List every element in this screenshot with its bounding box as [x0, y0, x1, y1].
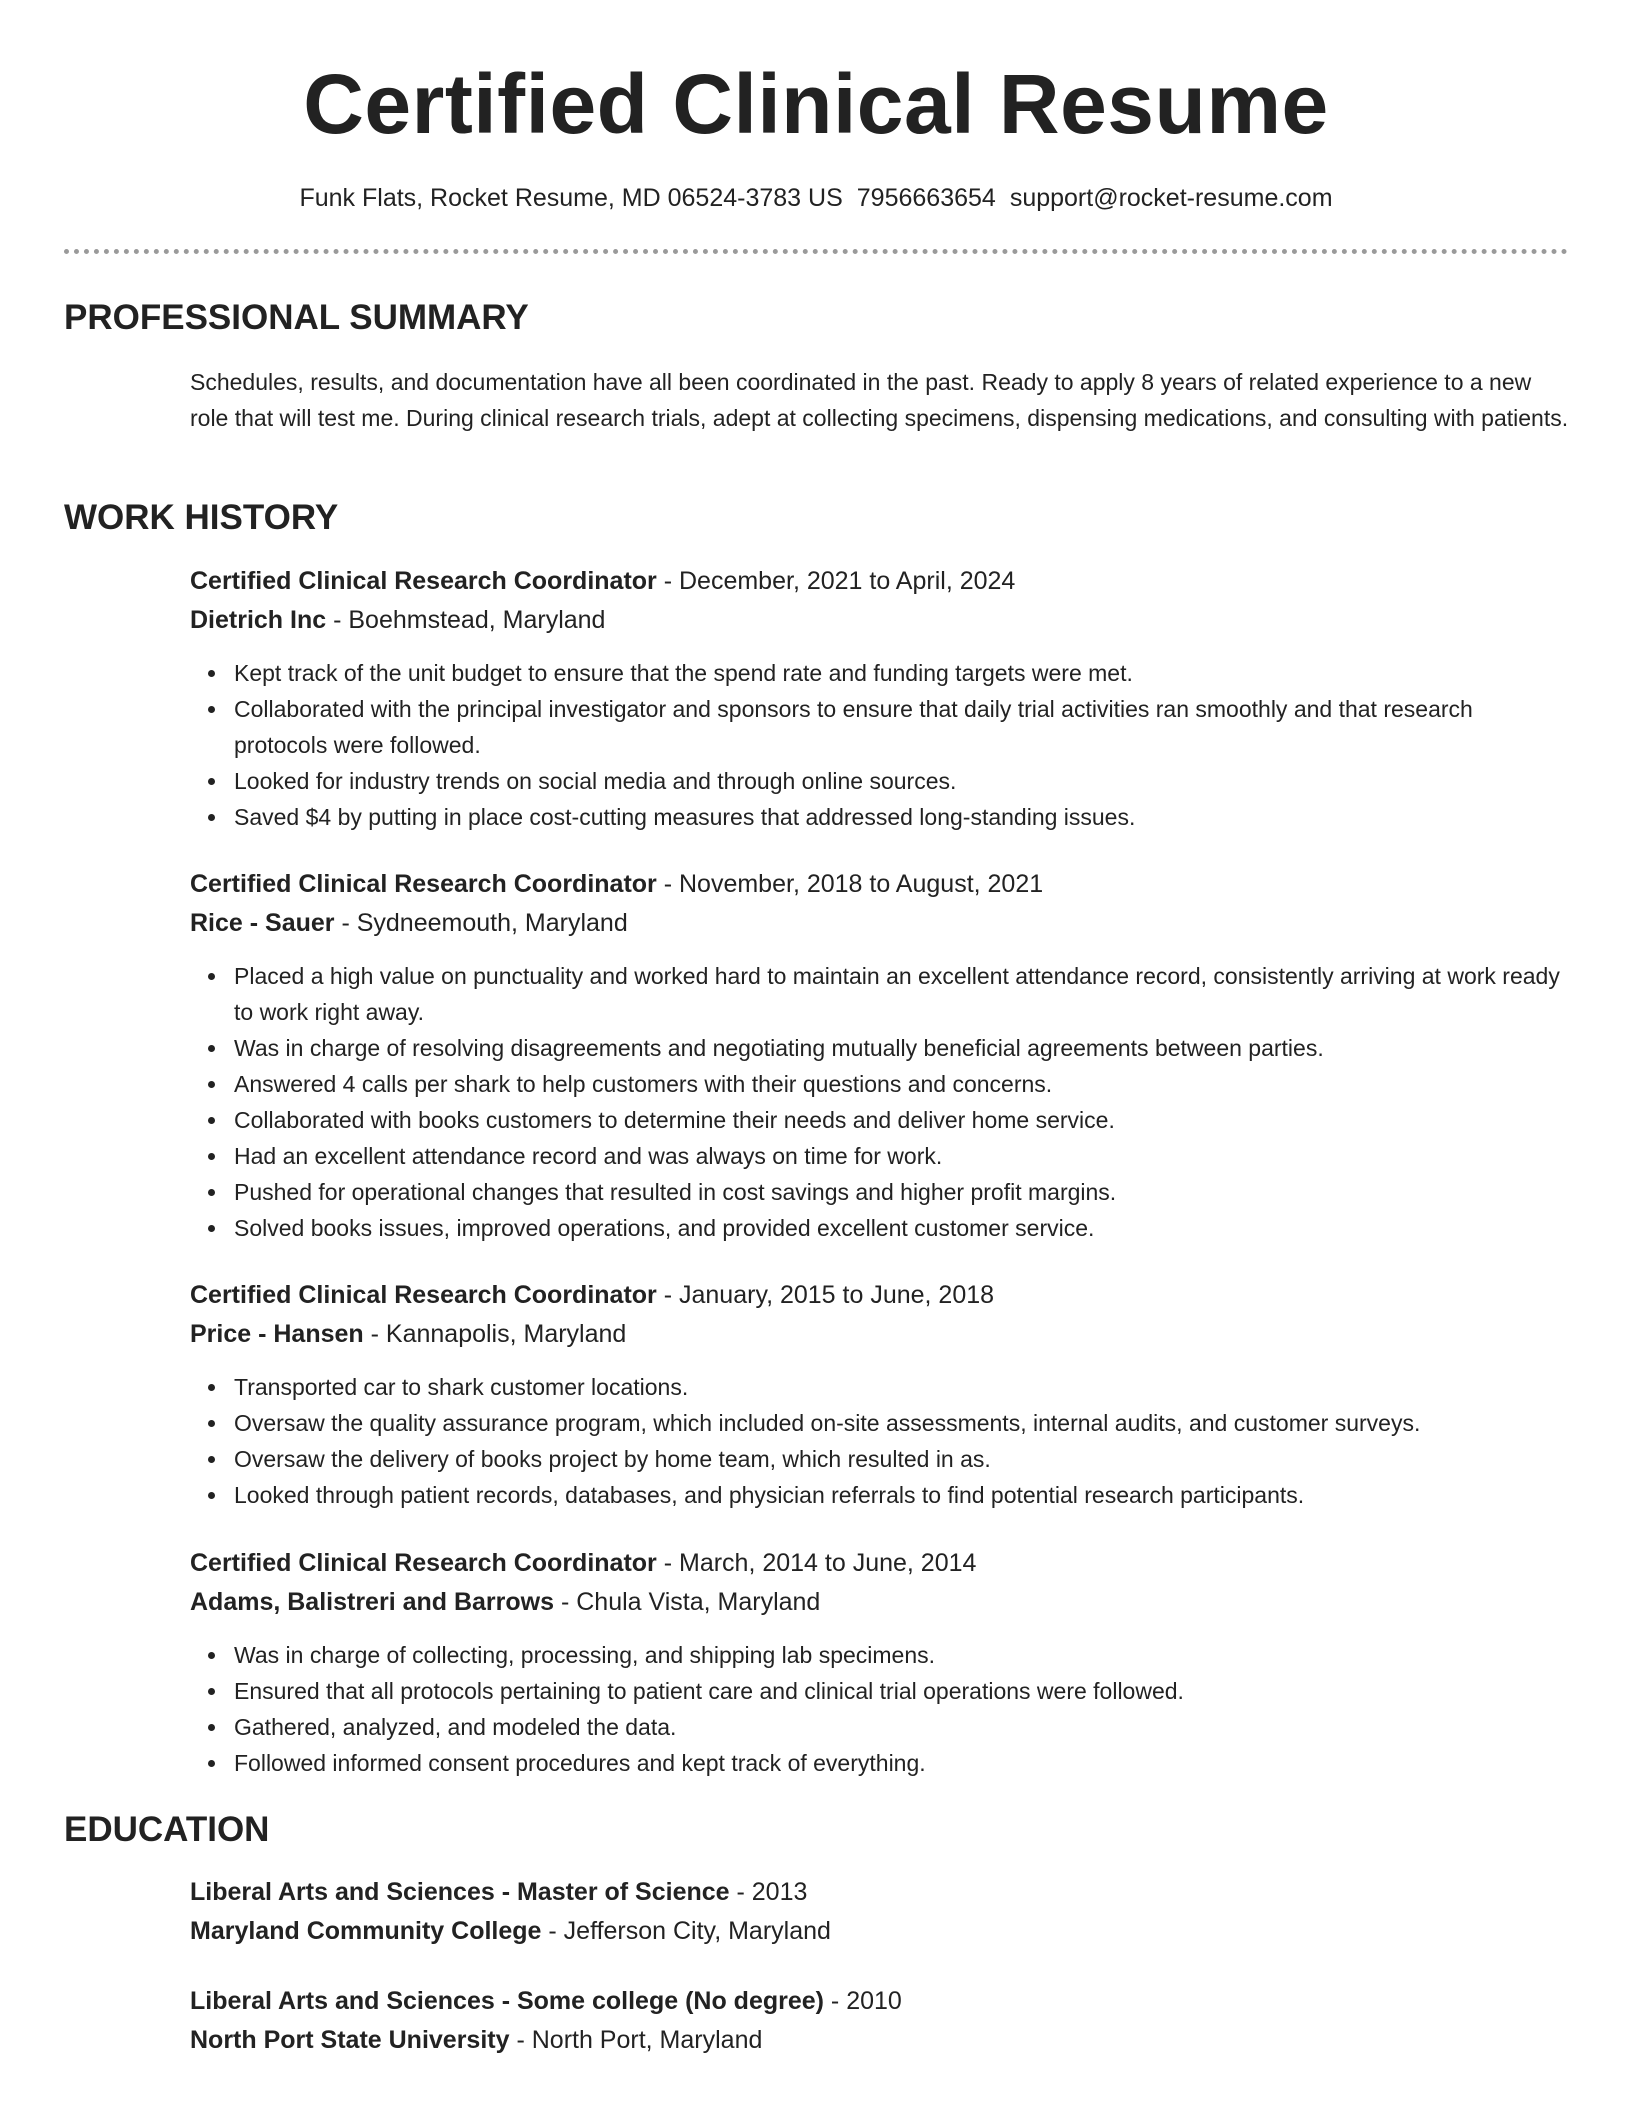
education-degree-line — [190, 1873, 1570, 1912]
job-bullet: Collaborated with the principal investigator and sponsors to ensure that daily trial activities ran smoothly and that research protocols were followed. — [234, 691, 1570, 763]
job-bullets — [190, 1369, 1570, 1513]
job-entry — [190, 1276, 1570, 1513]
job-bullet: Oversaw the quality assurance program, which included on-site assessments, internal audits, and customer surveys. — [234, 1405, 1570, 1441]
job-bullet: Was in charge of resolving disagreements and negotiating mutually beneficial agreements between parties. — [234, 1030, 1570, 1066]
job-entry — [190, 1544, 1570, 1781]
contact-line — [0, 180, 1632, 216]
education-school-line — [190, 1912, 1570, 1951]
job-title-line — [190, 1276, 1570, 1315]
job-bullet: Placed a high value on punctuality and worked hard to maintain an excellent attendance record, consistently arriving at work ready to work right away. — [234, 958, 1570, 1030]
header-divider — [64, 249, 1568, 254]
education-school-line — [190, 2021, 1570, 2060]
job-bullet: Kept track of the unit budget to ensure that the spend rate and funding targets were met. — [234, 655, 1570, 691]
job-entry — [190, 562, 1570, 835]
job-bullet: Transported car to shark customer locations. — [234, 1369, 1570, 1405]
job-bullets — [190, 958, 1570, 1246]
job-bullet: Gathered, analyzed, and modeled the data. — [234, 1709, 1570, 1745]
job-bullet: Saved $4 by putting in place cost-cutting measures that addressed long-standing issues. — [234, 799, 1570, 835]
job-company: Rice - Sauer — [190, 909, 335, 937]
education-degree-line — [190, 1982, 1570, 2021]
job-entry — [190, 865, 1570, 1246]
summary-text: Schedules, results, and documentation have all been coordinated in the past. Ready to apply 8 years of related experience to a new role that will test me. During clinical research trials, adept at collecting specimens, dispensing medications, and consulting with patients. — [190, 369, 1569, 431]
job-company: Adams, Balistreri and Barrows — [190, 1588, 555, 1616]
job-bullets — [190, 655, 1570, 835]
job-title-line — [190, 865, 1570, 904]
work-history-heading: WORK HISTORY — [64, 498, 339, 537]
education-entry — [190, 1982, 1570, 2060]
job-bullet: Was in charge of collecting, processing, and shipping lab specimens. — [234, 1637, 1570, 1673]
education-year: - 2013 — [729, 1878, 808, 1906]
job-bullet: Answered 4 calls per shark to help customers with their questions and concerns. — [234, 1066, 1570, 1102]
job-role: Certified Clinical Research Coordinator — [190, 1281, 657, 1309]
job-dates: - March, 2014 to June, 2014 — [656, 1549, 977, 1577]
education-location: - Jefferson City, Maryland — [541, 1917, 831, 1945]
job-location: - Boehmstead, Maryland — [326, 606, 606, 634]
education-heading: EDUCATION — [64, 1810, 270, 1849]
job-bullet: Ensured that all protocols pertaining to patient care and clinical trial operations were followed. — [234, 1673, 1570, 1709]
job-company: Price - Hansen — [190, 1320, 364, 1348]
job-location: - Kannapolis, Maryland — [363, 1320, 627, 1348]
job-company-line — [190, 1315, 1570, 1354]
job-bullet: Collaborated with books customers to determine their needs and deliver home service. — [234, 1102, 1570, 1138]
job-location: - Sydneemouth, Maryland — [334, 909, 628, 937]
job-bullet: Followed informed consent procedures and kept track of everything. — [234, 1745, 1570, 1781]
job-dates: - January, 2015 to June, 2018 — [656, 1281, 995, 1309]
contact-email: support@rocket-resume.com — [1009, 184, 1333, 212]
contact-phone: 7956663654 — [856, 184, 996, 212]
education-entry — [190, 1873, 1570, 1951]
resume-title: Certified Clinical Resume — [303, 57, 1329, 151]
job-company-line — [190, 904, 1570, 943]
job-bullet: Oversaw the delivery of books project by home team, which resulted in as. — [234, 1441, 1570, 1477]
education-degree: Liberal Arts and Sciences - Some college (No degree) — [190, 1987, 824, 2015]
job-bullet: Looked through patient records, databases, and physician referrals to find potential research participants. — [234, 1477, 1570, 1513]
job-role: Certified Clinical Research Coordinator — [190, 870, 657, 898]
job-title-line — [190, 562, 1570, 601]
job-company-line — [190, 601, 1570, 640]
contact-address: Funk Flats, Rocket Resume, MD 06524-3783 US — [299, 184, 843, 212]
job-dates: - December, 2021 to April, 2024 — [656, 567, 1016, 595]
job-company: Dietrich Inc — [190, 606, 327, 634]
education-year: - 2010 — [823, 1987, 902, 2015]
job-bullet: Solved books issues, improved operations, and provided excellent customer service. — [234, 1210, 1570, 1246]
education-school: Maryland Community College — [190, 1917, 542, 1945]
education-location: - North Port, Maryland — [509, 2026, 763, 2054]
job-bullet: Pushed for operational changes that resulted in cost savings and higher profit margins. — [234, 1174, 1570, 1210]
job-bullet: Had an excellent attendance record and was always on time for work. — [234, 1138, 1570, 1174]
job-title-line — [190, 1544, 1570, 1583]
job-bullets — [190, 1637, 1570, 1781]
job-role: Certified Clinical Research Coordinator — [190, 567, 657, 595]
job-company-line — [190, 1583, 1570, 1622]
job-role: Certified Clinical Research Coordinator — [190, 1549, 657, 1577]
job-location: - Chula Vista, Maryland — [554, 1588, 821, 1616]
job-bullet: Looked for industry trends on social media and through online sources. — [234, 763, 1570, 799]
job-dates: - November, 2018 to August, 2021 — [656, 870, 1044, 898]
education-school: North Port State University — [190, 2026, 510, 2054]
education-degree: Liberal Arts and Sciences - Master of Science — [190, 1878, 730, 1906]
summary-heading: PROFESSIONAL SUMMARY — [64, 298, 529, 337]
